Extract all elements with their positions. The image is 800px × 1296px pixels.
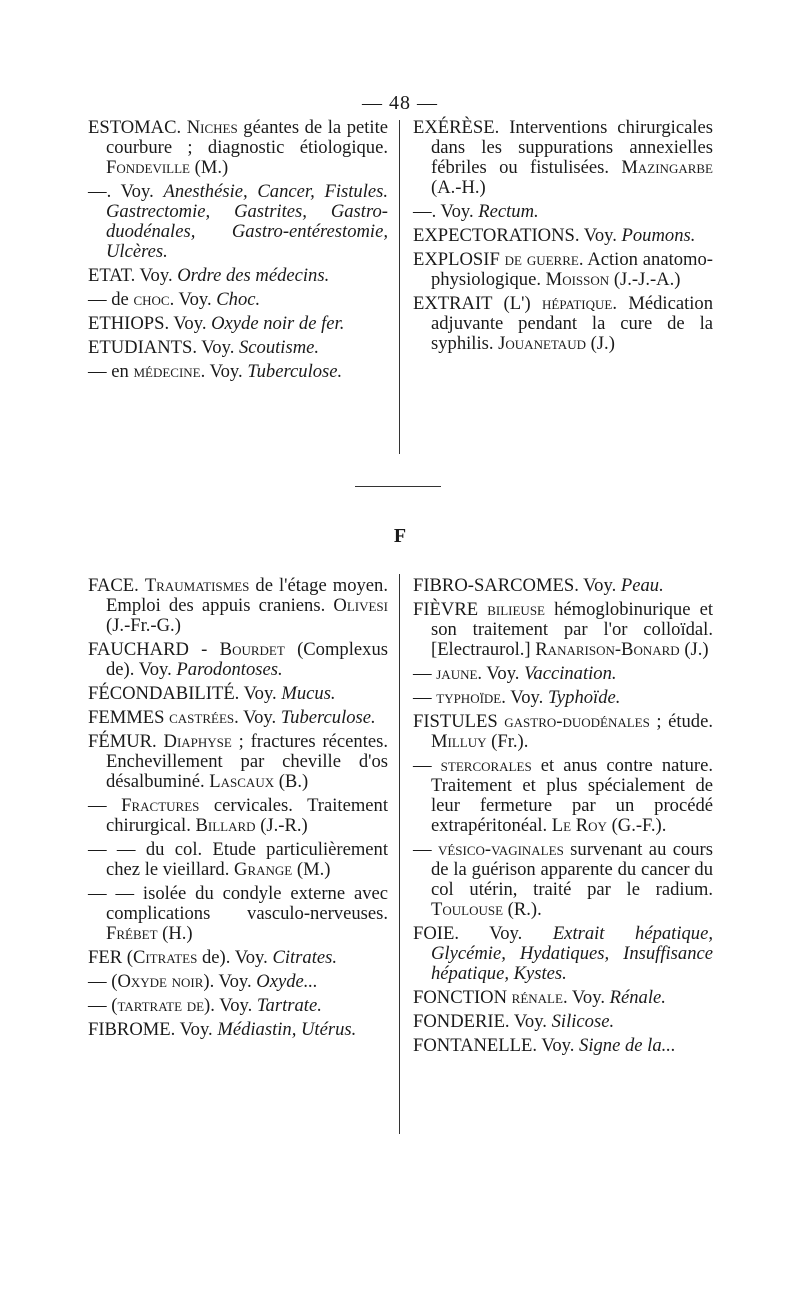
index-entry: — (Oxyde noir). Voy. Oxyde...: [88, 971, 318, 992]
column-bottom-left: [88, 576, 388, 1044]
index-entry: —. Voy. Rectum.: [413, 201, 539, 222]
index-entry: — stercorales et anus contre nature. Traitement et plus spécialement de leur fermeture par un procédé extrapéritonéal. Le Roy (G.-F.).: [413, 755, 713, 836]
index-entry: ESTOMAC. Niches géantes de la petite courbure ; diagnostic étiologique. Fondeville (M.): [88, 117, 389, 178]
index-entry: — (tartrate de). Voy. Tartrate.: [88, 995, 322, 1016]
index-entry: ETAT. Voy. Ordre des médecins.: [88, 265, 330, 286]
index-entry: FER (Citrates de). Voy. Citrates.: [88, 947, 338, 968]
index-entry: EXPECTORATIONS. Voy. Poumons.: [413, 225, 696, 246]
column-bottom-right: [413, 576, 713, 1060]
index-entry: FONDERIE. Voy. Silicose.: [413, 1011, 615, 1032]
index-entry: FIBRO-SARCOMES. Voy. Peau.: [413, 575, 664, 596]
index-entry: FÉCONDABILITÉ. Voy. Mucus.: [88, 683, 336, 704]
index-entry: — de choc. Voy. Choc.: [88, 289, 261, 310]
index-entry: — vésico-vaginales survenant au cours de la guérison apparente du cancer du col utérin, traité par le radium. Toulouse (R.).: [413, 839, 713, 920]
index-entry: — Fractures cervicales. Traitement chirurgical. Billard (J.-R.): [88, 795, 389, 836]
index-entry: FEMMES castrées. Voy. Tuberculose.: [88, 707, 376, 728]
index-entry: FACE. Traumatismes de l'étage moyen. Emploi des appuis craniens. Olivesi (J.-Fr.-G.): [88, 575, 388, 636]
index-entry: ETUDIANTS. Voy. Scoutisme.: [88, 337, 320, 358]
column-top-right: [413, 118, 713, 358]
section-separator-rule: [355, 486, 441, 487]
index-entry: — — isolée du condyle externe avec complications vasculo-nerveuses. Frébet (H.): [88, 883, 388, 944]
index-entry: —. Voy. Anesthésie, Cancer, Fistules. Gastrectomie, Gastrites, Gastro-duodénales, Gastro-entérestomie, Ulcères.: [88, 181, 388, 262]
index-entry: EXPLOSIF de guerre. Action anatomo-physiologique. Moisson (J.-J.-A.): [413, 249, 713, 290]
column-divider-bottom: [399, 574, 400, 1134]
column-top-left: [88, 118, 388, 386]
page-number: — 48 —: [362, 92, 438, 114]
section-letter-heading: F: [393, 525, 407, 547]
index-entry: — typhoïde. Voy. Typhoïde.: [413, 687, 621, 708]
index-entry: FAUCHARD - Bourdet (Complexus de). Voy. Parodontoses.: [88, 639, 388, 680]
index-entry: FONCTION rénale. Voy. Rénale.: [413, 987, 666, 1008]
index-entry: — en médecine. Voy. Tuberculose.: [88, 361, 343, 382]
index-entry: FIÈVRE bilieuse hémoglobinurique et son traitement par l'or colloïdal. [Electraurol.] Ranarison-Bonard (J.): [413, 599, 714, 660]
index-entry: FISTULES gastro-duodénales ; étude. Milluy (Fr.).: [413, 711, 713, 752]
index-entry: FONTANELLE. Voy. Signe de la...: [413, 1035, 676, 1056]
index-entry: FÉMUR. Diaphyse ; fractures récentes. Enchevillement par cheville d'os désalbuminé. Lascaux (B.): [88, 731, 388, 792]
column-divider-top: [399, 120, 400, 454]
index-entry: ETHIOPS. Voy. Oxyde noir de fer.: [88, 313, 345, 334]
index-entry: — — du col. Etude particulièrement chez le vieillard. Grange (M.): [88, 839, 388, 880]
index-entry: FOIE. Voy. Extrait hépatique, Glycémie, Hydatiques, Insuffisance hépatique, Kystes.: [413, 923, 713, 984]
index-entry: — jaune. Voy. Vaccination.: [413, 663, 617, 684]
index-entry: EXTRAIT (L') hépatique. Médication adjuvante pendant la cure de la syphilis. Jouanetaud (J.): [413, 293, 713, 354]
index-entry: EXÉRÈSE. Interventions chirurgicales dans les suppurations annexielles fébriles ou fistulisées. Mazingarbe (A.-H.): [413, 117, 713, 198]
index-entry: FIBROME. Voy. Médiastin, Utérus.: [88, 1019, 357, 1040]
